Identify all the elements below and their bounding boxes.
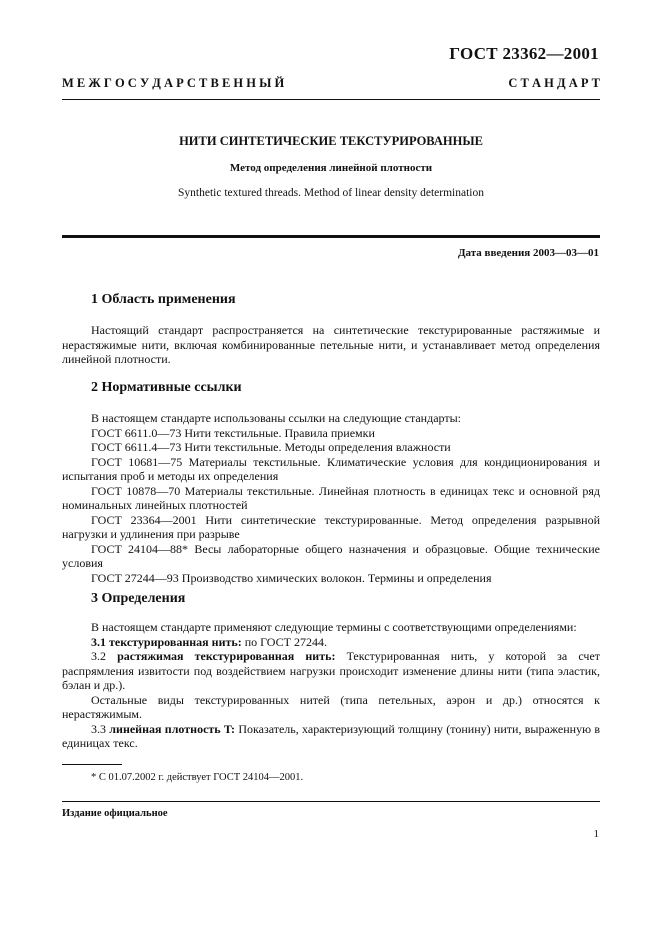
banner-left: М Е Ж Г О С У Д А Р С Т В Е Н Н Ы Й (62, 76, 285, 90)
footer-rule (62, 801, 600, 802)
reference-item: ГОСТ 24104—88* Весы лабораторные общего назначения и образцовые. Общие технические условия (62, 541, 600, 570)
definition-3-2-number: 3.2 (91, 649, 118, 663)
section-1-body (62, 323, 600, 367)
definition-3-2 (62, 649, 600, 693)
english-title: Synthetic textured threads. Method of linear density determination (178, 187, 484, 199)
reference-item: ГОСТ 27244—93 Производство химических волокон. Термины и определения (91, 570, 492, 585)
reference-item: ГОСТ 10681—75 Материалы текстильные. Климатические условия для кондиционирования и испытания проб и методы их определения (62, 454, 600, 483)
header-rule (62, 99, 600, 100)
page-number: 1 (593, 828, 599, 840)
section-1-heading: 1 Область применения (91, 292, 236, 307)
reference-item: ГОСТ 6611.4—73 Нити текстильные. Методы определения влажности (91, 440, 451, 454)
section-2-intro: В настоящем стандарте использованы ссылки на следующие стандарты: (91, 411, 462, 425)
definition-3-3 (62, 722, 600, 751)
section-3-body (62, 620, 600, 751)
reference-item: ГОСТ 10878—70 Материалы текстильные. Линейная плотность в единицах текс и основной ряд номинальных линейных плотностей (62, 483, 600, 512)
definition-3-2-text: Текстурированная нить, у которой за счет распрямления извитости под воздействием нагрузки происходит изменение длины нити (типа эластик, бэлан и др.). (62, 649, 601, 692)
definition-3-3-text: Показатель, характеризующий толщину (тонину) нити, выраженную в единицах текс. (62, 721, 601, 750)
definition-3-1-term: 3.1 текстурированная нить: (91, 634, 242, 649)
standard-banner (62, 76, 600, 91)
footnote: * С 01.07.2002 г. действует ГОСТ 24104—2001. (91, 772, 304, 783)
title-rule (62, 235, 600, 238)
intro-date: Дата введения 2003—03—01 (457, 247, 599, 259)
document-title: НИТИ СИНТЕТИЧЕСКИЕ ТЕКСТУРИРОВАННЫЕ (179, 134, 483, 148)
section-1-text: Настоящий стандарт распространяется на синтетические текстурированные растяжимые и нерастяжимые нити, включая комбинированные петельные нити, и устанавливает метод определения линейной плотности. (62, 323, 600, 366)
definition-3-1 (62, 635, 600, 650)
section-2-heading: 2 Нормативные ссылки (91, 380, 242, 395)
section-3-intro: В настоящем стандарте применяют следующие термины с соответствующими определениями: (91, 620, 577, 634)
section-3-heading: 3 Определения (91, 591, 186, 606)
definition-note: Остальные виды текстурированных нитей (типа петельных, аэрон и др.) относятся к нерастяжимым. (62, 692, 600, 721)
definition-3-3-number: 3.3 (91, 721, 110, 736)
document-subtitle: Метод определения линейной плотности (229, 162, 433, 174)
reference-item: ГОСТ 6611.0—73 Нити текстильные. Правила приемки (91, 425, 375, 440)
definition-3-1-text: по ГОСТ 27244. (241, 634, 327, 649)
edition-label: Издание официальное (62, 808, 168, 819)
footnote-rule (62, 764, 122, 765)
reference-item: ГОСТ 23364—2001 Нити синтетические текстурированные. Метод определения разрывной нагрузки и удлинения при разрыве (62, 512, 600, 541)
definition-3-2-term: растяжимая текстурированная нить: (117, 649, 336, 663)
definition-3-3-term: линейная плотность T: (109, 721, 236, 736)
document-code: ГОСТ 23362—2001 (449, 44, 599, 63)
section-2-body (62, 411, 600, 585)
banner-right: С Т А Н Д А Р Т (508, 76, 600, 90)
